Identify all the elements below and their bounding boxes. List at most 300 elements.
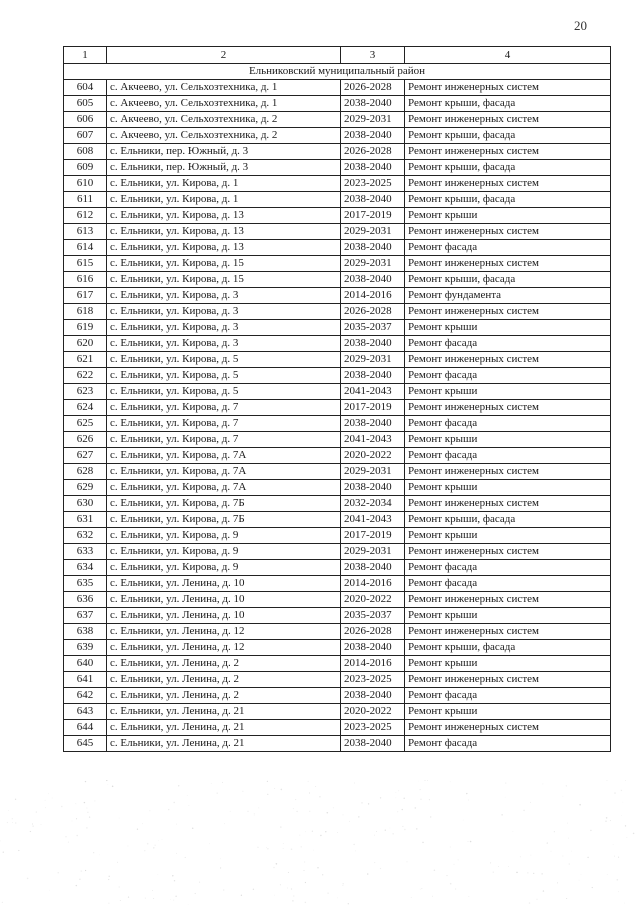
scan-speck (76, 818, 77, 819)
scan-speck (450, 847, 451, 848)
scan-speck (490, 862, 491, 863)
scan-speck (429, 799, 430, 800)
scan-speck (288, 872, 289, 873)
scan-speck (158, 840, 159, 841)
table-row (64, 128, 611, 144)
row-number: 613 (64, 224, 107, 240)
scan-speck (223, 889, 224, 890)
scan-noise-texture (0, 780, 639, 905)
row-address: с. Ельники, ул. Кирова, д. 3 (107, 336, 341, 352)
row-period: 2023-2025 (341, 672, 405, 688)
row-number: 643 (64, 704, 107, 720)
row-number: 636 (64, 592, 107, 608)
row-address: с. Ельники, ул. Кирова, д. 3 (107, 320, 341, 336)
row-number: 644 (64, 720, 107, 736)
scan-speck (537, 899, 538, 900)
row-address: с. Ельники, ул. Кирова, д. 1 (107, 192, 341, 208)
scan-speck (305, 882, 306, 883)
scan-speck (283, 848, 284, 849)
row-number: 623 (64, 384, 107, 400)
scan-speck (520, 856, 521, 857)
scan-speck (566, 785, 567, 786)
row-work-type: Ремонт фасада (405, 576, 611, 592)
row-period: 2038-2040 (341, 416, 405, 432)
row-number: 622 (64, 368, 107, 384)
scan-speck (266, 847, 267, 848)
row-period: 2026-2028 (341, 304, 405, 320)
row-address: с. Ельники, ул. Кирова, д. 13 (107, 208, 341, 224)
row-number: 630 (64, 496, 107, 512)
row-work-type: Ремонт инженерных систем (405, 144, 611, 160)
scan-speck (508, 866, 509, 867)
scan-speck (434, 870, 436, 872)
row-period: 2032-2034 (341, 496, 405, 512)
scan-speck (72, 821, 73, 822)
scan-speck (48, 793, 49, 794)
scan-speck (52, 798, 53, 799)
scan-speck (337, 898, 338, 899)
row-number: 618 (64, 304, 107, 320)
scan-speck (416, 828, 417, 829)
scan-speck (248, 811, 249, 812)
scan-speck (85, 781, 86, 782)
row-number: 627 (64, 448, 107, 464)
scan-speck (222, 782, 223, 783)
repair-schedule-table (63, 46, 611, 752)
scan-speck (301, 846, 302, 847)
row-work-type: Ремонт фасада (405, 448, 611, 464)
scan-speck (241, 895, 242, 896)
scan-speck (551, 851, 552, 852)
scan-speck (7, 822, 8, 823)
scan-speck (75, 803, 76, 804)
scan-speck (579, 880, 580, 881)
scan-speck (402, 826, 403, 827)
row-number: 642 (64, 688, 107, 704)
scan-speck (108, 903, 109, 904)
scan-speck (420, 789, 421, 790)
row-address: с. Акчеево, ул. Сельхозтехника, д. 1 (107, 80, 341, 96)
row-work-type: Ремонт крыши, фасада (405, 640, 611, 656)
scan-speck (542, 873, 543, 874)
scan-speck (418, 781, 419, 782)
scan-speck (368, 803, 369, 804)
table-row (64, 688, 611, 704)
scan-speck (304, 861, 305, 862)
scan-speck (398, 790, 399, 791)
scan-speck (342, 883, 343, 884)
scan-speck (280, 884, 281, 885)
scan-speck (617, 879, 619, 881)
row-work-type: Ремонт фасада (405, 416, 611, 432)
row-period: 2029-2031 (341, 112, 405, 128)
row-period: 2029-2031 (341, 224, 405, 240)
scan-speck (613, 844, 614, 845)
scan-speck (293, 895, 294, 896)
scan-speck (86, 827, 87, 828)
scan-speck (178, 785, 179, 786)
row-number: 629 (64, 480, 107, 496)
scan-speck (192, 828, 194, 830)
row-work-type: Ремонт крыши, фасада (405, 128, 611, 144)
table-row (64, 464, 611, 480)
table-row (64, 608, 611, 624)
scan-speck (27, 878, 29, 880)
row-address: с. Ельники, ул. Кирова, д. 7А (107, 480, 341, 496)
scan-speck (579, 804, 581, 806)
scan-speck (293, 808, 294, 809)
row-work-type: Ремонт крыши (405, 432, 611, 448)
scan-speck (274, 895, 275, 896)
scan-speck (367, 873, 369, 875)
table-row (64, 544, 611, 560)
scan-speck (527, 872, 528, 873)
row-period: 2038-2040 (341, 736, 405, 752)
row-period: 2041-2043 (341, 432, 405, 448)
section-row (64, 64, 611, 80)
column-header-3: 3 (341, 47, 405, 64)
row-period: 2038-2040 (341, 640, 405, 656)
scan-speck (325, 831, 326, 832)
scan-speck (45, 800, 46, 801)
row-work-type: Ремонт фасада (405, 560, 611, 576)
scan-speck (185, 857, 186, 858)
row-work-type: Ремонт инженерных систем (405, 176, 611, 192)
scan-speck (291, 848, 293, 850)
scan-speck (343, 814, 344, 815)
scan-speck (309, 792, 310, 793)
scan-speck (253, 889, 254, 890)
scan-speck (173, 900, 174, 901)
scan-speck (592, 887, 593, 888)
scan-speck (319, 796, 321, 798)
row-work-type: Ремонт инженерных систем (405, 544, 611, 560)
row-work-type: Ремонт крыши (405, 384, 611, 400)
row-address: с. Ельники, ул. Ленина, д. 21 (107, 736, 341, 752)
scan-speck (89, 816, 90, 817)
scan-speck (93, 852, 94, 853)
table-row (64, 432, 611, 448)
row-address: с. Ельники, ул. Ленина, д. 10 (107, 592, 341, 608)
row-address: с. Ельники, ул. Кирова, д. 7 (107, 432, 341, 448)
scan-speck (571, 851, 572, 852)
scan-speck (305, 902, 307, 904)
row-number: 604 (64, 80, 107, 96)
scan-speck (407, 862, 408, 863)
scan-speck (173, 802, 174, 803)
scan-speck (112, 786, 114, 788)
table-row (64, 720, 611, 736)
row-number: 621 (64, 352, 107, 368)
row-period: 2041-2043 (341, 512, 405, 528)
row-work-type: Ремонт фасада (405, 240, 611, 256)
row-work-type: Ремонт крыши, фасада (405, 96, 611, 112)
scan-speck (267, 781, 268, 782)
row-work-type: Ремонт крыши, фасада (405, 160, 611, 176)
column-header-1: 1 (64, 47, 107, 64)
table-row (64, 384, 611, 400)
scan-speck (402, 809, 403, 810)
scan-speck (621, 815, 622, 816)
row-work-type: Ремонт крыши (405, 320, 611, 336)
table-row (64, 448, 611, 464)
scan-speck (450, 781, 451, 782)
row-number: 641 (64, 672, 107, 688)
row-address: с. Ельники, ул. Кирова, д. 9 (107, 544, 341, 560)
scan-speck (174, 880, 175, 881)
scan-speck (625, 825, 626, 826)
row-address: с. Ельники, ул. Кирова, д. 5 (107, 352, 341, 368)
table-row (64, 192, 611, 208)
scan-speck (516, 872, 518, 874)
scan-speck (168, 809, 169, 810)
scan-speck (590, 830, 591, 831)
row-number: 607 (64, 128, 107, 144)
scan-speck (614, 856, 615, 857)
table-row (64, 400, 611, 416)
row-address: с. Ельники, ул. Кирова, д. 1 (107, 176, 341, 192)
scan-speck (224, 823, 225, 824)
row-address: с. Ельники, ул. Ленина, д. 21 (107, 720, 341, 736)
scan-speck (333, 808, 334, 809)
scan-speck (450, 883, 452, 885)
row-address: с. Ельники, ул. Кирова, д. 3 (107, 288, 341, 304)
row-number: 614 (64, 240, 107, 256)
row-address: с. Ельники, пер. Южный, д. 3 (107, 144, 341, 160)
row-period: 2035-2037 (341, 608, 405, 624)
scan-speck (530, 802, 531, 803)
table-row (64, 144, 611, 160)
scan-speck (291, 888, 292, 889)
scan-speck (420, 799, 421, 800)
row-work-type: Ремонт крыши (405, 208, 611, 224)
row-number: 631 (64, 512, 107, 528)
row-address: с. Ельники, ул. Кирова, д. 5 (107, 368, 341, 384)
scan-speck (498, 866, 499, 867)
row-period: 2038-2040 (341, 240, 405, 256)
row-work-type: Ремонт инженерных систем (405, 352, 611, 368)
scan-speck (267, 794, 268, 795)
table-row (64, 416, 611, 432)
scan-speck (614, 793, 615, 794)
row-number: 638 (64, 624, 107, 640)
scan-speck (569, 864, 570, 865)
table-row (64, 480, 611, 496)
row-work-type: Ремонт фасада (405, 688, 611, 704)
row-number: 626 (64, 432, 107, 448)
row-period: 2020-2022 (341, 448, 405, 464)
scan-speck (622, 802, 623, 803)
scan-speck (199, 882, 200, 883)
scan-speck (320, 835, 321, 836)
table-row (64, 592, 611, 608)
scan-speck (153, 847, 154, 848)
scan-speck (120, 900, 121, 901)
table-row (64, 352, 611, 368)
row-address: с. Ельники, ул. Кирова, д. 7Б (107, 496, 341, 512)
row-period: 2020-2022 (341, 592, 405, 608)
scan-speck (547, 842, 548, 843)
scan-speck (0, 840, 1, 841)
scan-speck (36, 812, 37, 813)
scan-speck (304, 870, 305, 871)
table-row (64, 704, 611, 720)
table-row (64, 112, 611, 128)
table-row (64, 560, 611, 576)
scan-speck (18, 850, 19, 851)
row-work-type: Ремонт фасада (405, 736, 611, 752)
scan-speck (242, 791, 243, 792)
row-work-type: Ремонт инженерных систем (405, 80, 611, 96)
scan-speck (281, 789, 283, 791)
scan-speck (175, 896, 176, 897)
scan-speck (380, 868, 381, 869)
scan-speck (470, 841, 472, 843)
scan-speck (567, 823, 568, 824)
scan-speck (119, 886, 120, 887)
scan-speck (355, 851, 356, 852)
row-period: 2038-2040 (341, 128, 405, 144)
scan-speck (41, 824, 42, 825)
scan-speck (523, 810, 525, 812)
column-header-4: 4 (405, 47, 611, 64)
row-work-type: Ремонт инженерных систем (405, 624, 611, 640)
row-address: с. Ельники, ул. Ленина, д. 21 (107, 704, 341, 720)
table-row (64, 336, 611, 352)
row-number: 608 (64, 144, 107, 160)
row-work-type: Ремонт инженерных систем (405, 256, 611, 272)
row-address: с. Ельники, ул. Кирова, д. 7 (107, 416, 341, 432)
scan-speck (415, 807, 417, 809)
row-address: с. Ельники, ул. Ленина, д. 2 (107, 672, 341, 688)
row-period: 2038-2040 (341, 480, 405, 496)
scan-speck (385, 830, 386, 831)
scan-speck (267, 848, 268, 849)
scan-speck (587, 857, 588, 858)
row-number: 640 (64, 656, 107, 672)
row-period: 2029-2031 (341, 352, 405, 368)
row-period: 2038-2040 (341, 688, 405, 704)
scan-speck (3, 852, 4, 853)
row-number: 617 (64, 288, 107, 304)
row-period: 2017-2019 (341, 528, 405, 544)
scan-speck (468, 841, 469, 842)
table-row (64, 256, 611, 272)
row-period: 2014-2016 (341, 656, 405, 672)
row-work-type: Ремонт крыши, фасада (405, 512, 611, 528)
table-row (64, 96, 611, 112)
scan-speck (195, 893, 196, 894)
scan-speck (137, 829, 138, 830)
row-work-type: Ремонт крыши (405, 528, 611, 544)
row-period: 2017-2019 (341, 400, 405, 416)
scan-speck (108, 879, 109, 880)
table-row (64, 288, 611, 304)
scan-speck (68, 842, 69, 843)
scan-speck (79, 878, 81, 880)
scan-speck (157, 874, 158, 875)
row-period: 2035-2037 (341, 320, 405, 336)
row-number: 620 (64, 336, 107, 352)
scan-speck (187, 795, 188, 796)
scan-speck (312, 831, 313, 832)
scan-speck (172, 875, 173, 876)
scan-speck (327, 812, 328, 813)
scan-speck (176, 853, 177, 854)
scan-speck (374, 835, 375, 836)
scan-speck (396, 792, 397, 793)
row-period: 2014-2016 (341, 576, 405, 592)
scan-speck (396, 797, 397, 798)
scan-speck (142, 823, 143, 824)
row-work-type: Ремонт крыши, фасада (405, 192, 611, 208)
table-row (64, 208, 611, 224)
row-work-type: Ремонт крыши (405, 704, 611, 720)
column-number-row (64, 47, 611, 64)
scan-speck (568, 838, 569, 839)
scan-speck (354, 783, 355, 784)
row-work-type: Ремонт инженерных систем (405, 304, 611, 320)
scan-speck (390, 828, 391, 829)
scan-speck (455, 889, 456, 890)
row-number: 625 (64, 416, 107, 432)
scan-speck (607, 874, 608, 875)
scan-speck (85, 870, 86, 871)
scan-speck (12, 822, 13, 823)
table-row (64, 80, 611, 96)
row-period: 2023-2025 (341, 720, 405, 736)
scan-speck (211, 783, 212, 784)
row-address: с. Ельники, ул. Ленина, д. 2 (107, 688, 341, 704)
scan-speck (8, 810, 9, 811)
row-number: 615 (64, 256, 107, 272)
scan-speck (76, 835, 78, 837)
scan-speck (543, 784, 544, 785)
scan-speck (501, 814, 502, 815)
table-row (64, 224, 611, 240)
table-row (64, 176, 611, 192)
row-period: 2029-2031 (341, 256, 405, 272)
scan-speck (427, 780, 428, 781)
scan-speck (15, 799, 16, 800)
scan-speck (280, 827, 281, 828)
scan-speck (107, 784, 108, 785)
scan-speck (624, 903, 625, 904)
scan-speck (292, 900, 293, 901)
scan-speck (170, 899, 171, 900)
scan-speck (144, 850, 145, 851)
scan-speck (254, 815, 255, 816)
row-period: 2038-2040 (341, 96, 405, 112)
scan-speck (420, 889, 421, 890)
table-row (64, 272, 611, 288)
scan-speck (430, 816, 431, 817)
row-number: 624 (64, 400, 107, 416)
scan-speck (106, 780, 107, 781)
scan-speck (322, 874, 323, 875)
scan-speck (61, 806, 62, 807)
scan-speck (94, 800, 95, 801)
row-number: 628 (64, 464, 107, 480)
scan-speck (606, 817, 607, 818)
scan-speck (305, 832, 306, 833)
scan-speck (466, 793, 467, 794)
row-period: 2017-2019 (341, 208, 405, 224)
table-row (64, 624, 611, 640)
scan-speck (605, 821, 606, 822)
table-row (64, 672, 611, 688)
scan-speck (296, 811, 297, 812)
